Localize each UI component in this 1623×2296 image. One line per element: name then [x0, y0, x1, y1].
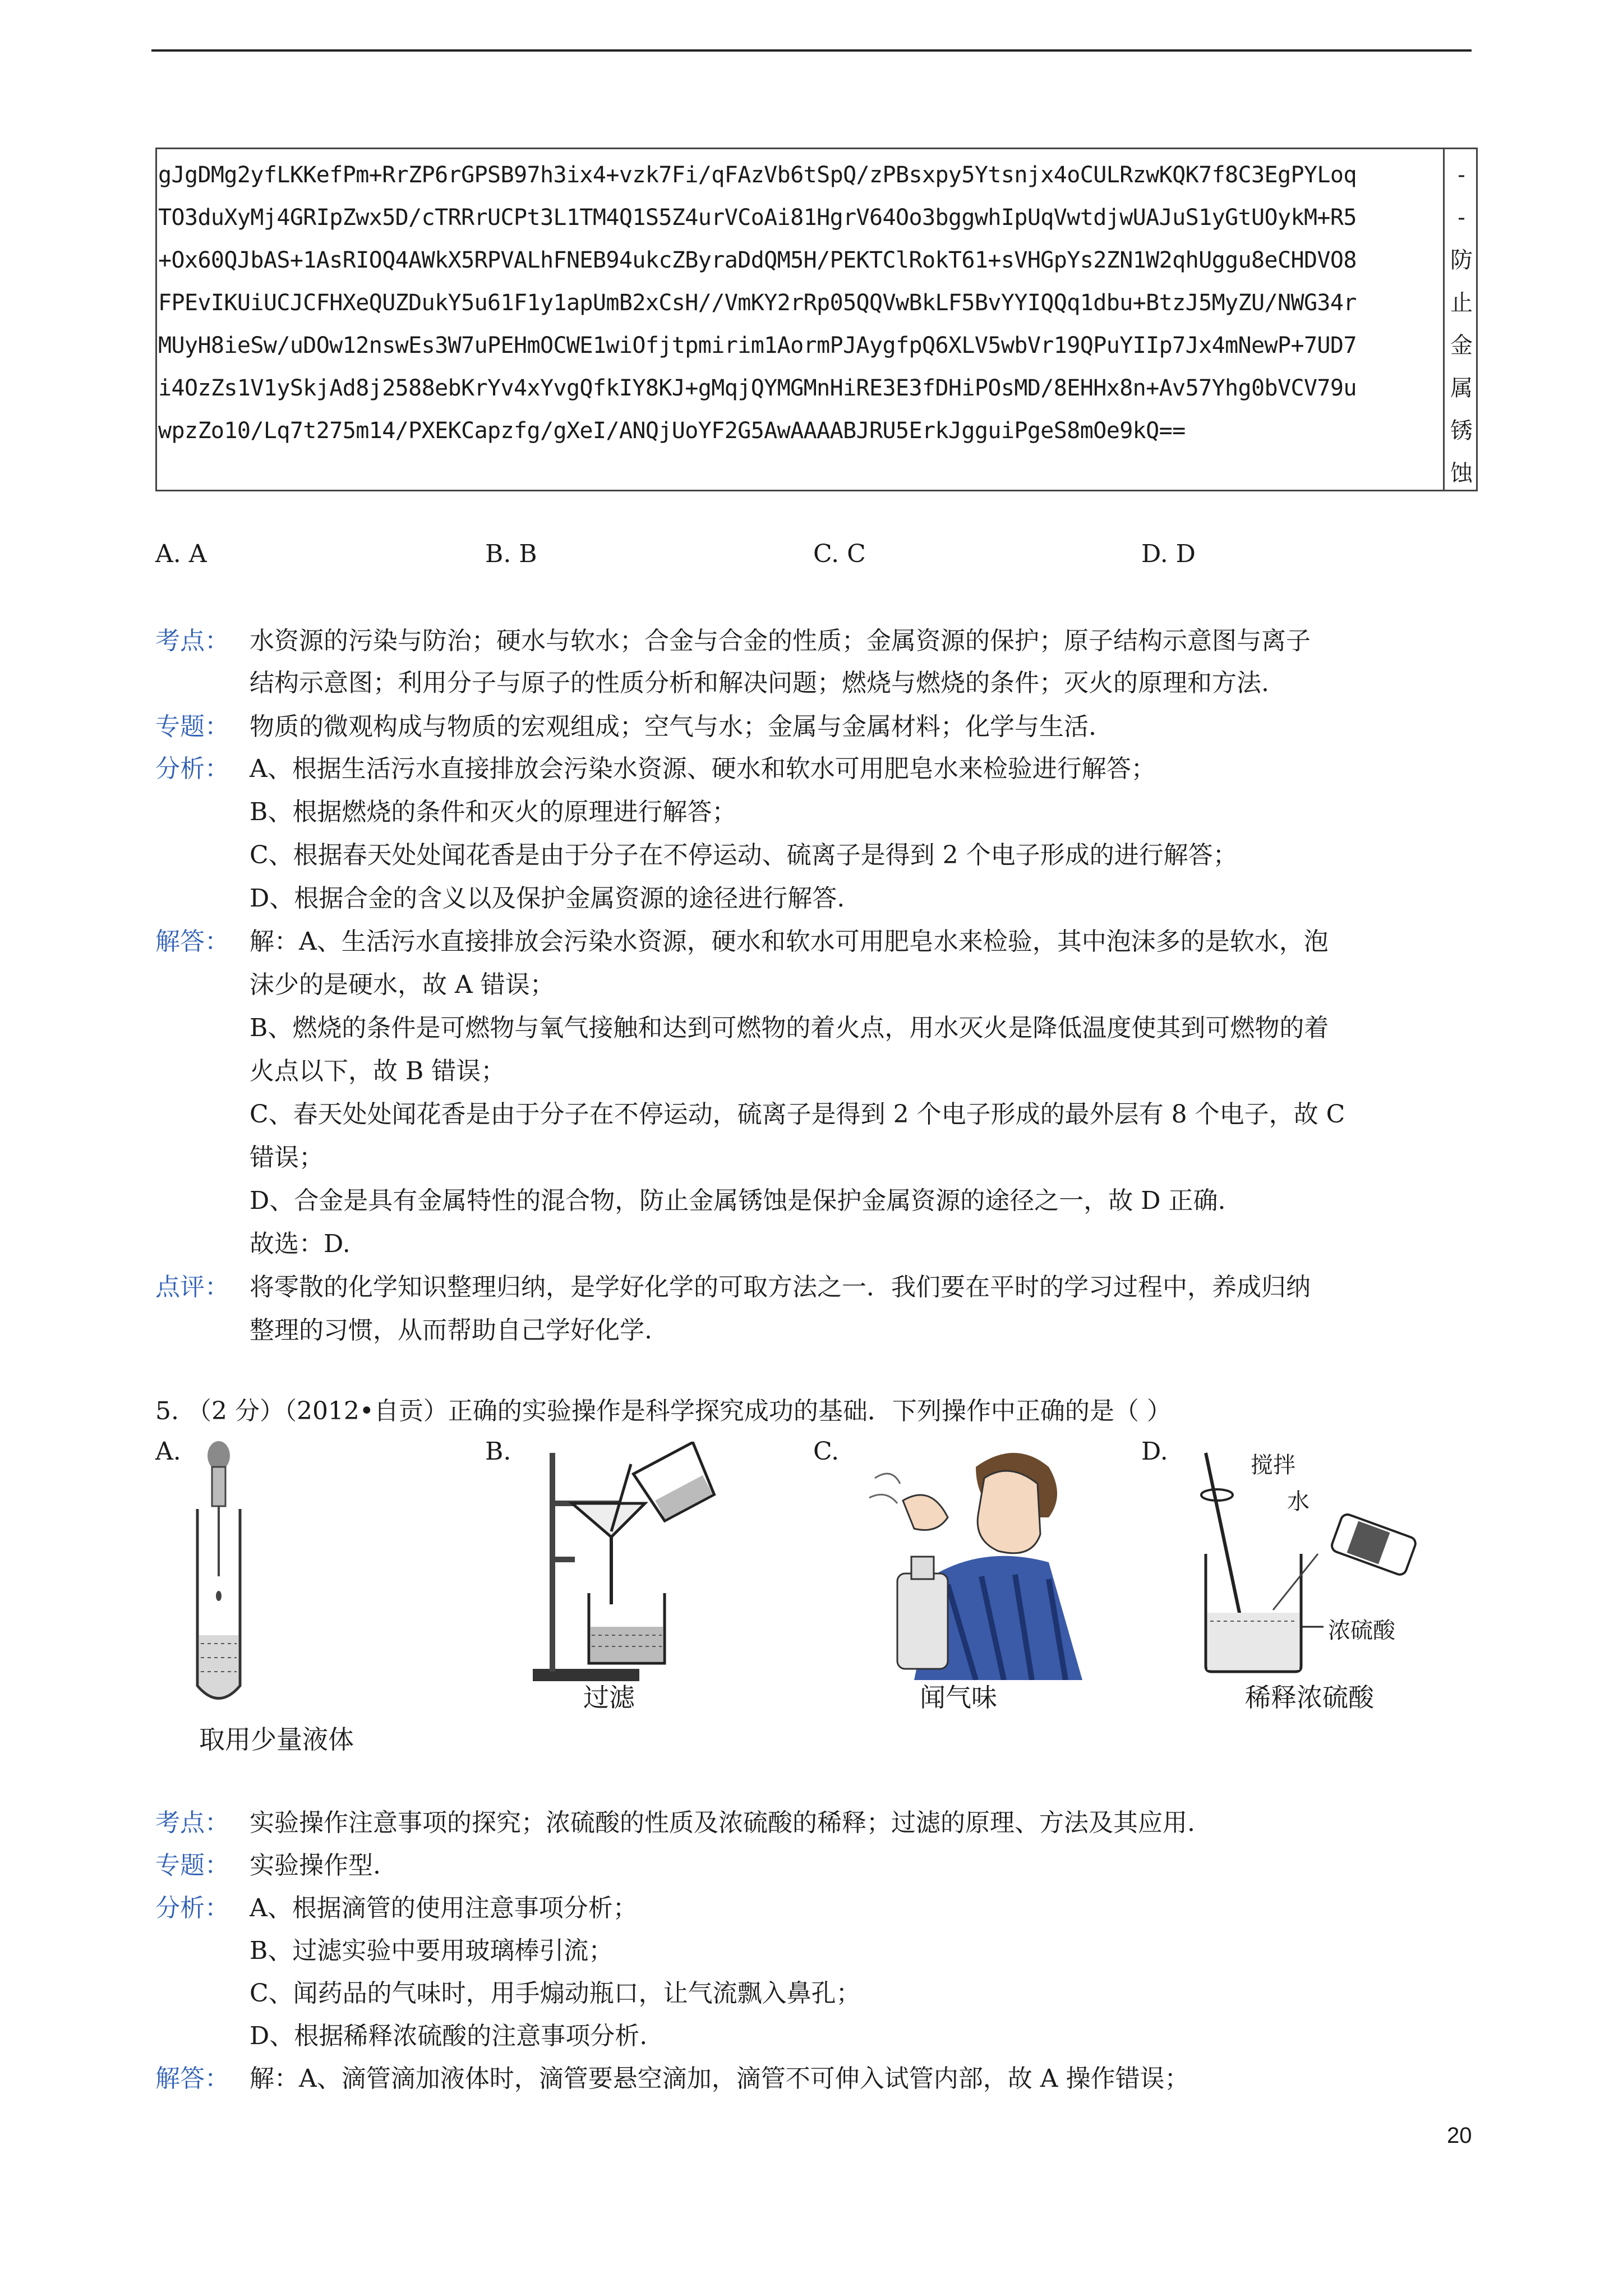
fenxi-text: A、根据滴管的使用注意事项分析；	[250, 1894, 638, 1922]
concentrated-acid-label: 浓硫酸	[1328, 1618, 1395, 1644]
jieda-text: B、燃烧的条件是可燃物与氧气接触和达到可燃物的着火点，用水灭火是降低温度使其到可燃物的着	[250, 1014, 1329, 1042]
caption-b: 过滤	[583, 1682, 635, 1713]
answer-table	[155, 148, 1478, 491]
dropper-test-tube-figure	[185, 1436, 264, 1717]
jieda-text: 沫少的是硬水，故 A 错误；	[250, 970, 555, 999]
dianping-text: 将零散的化学知识整理归纳，是学好化学的可取方法之一．我们要在平时的学习过程中，养成归纳	[250, 1273, 1311, 1301]
jieda-text: 火点以下，故 B 错误；	[250, 1057, 506, 1085]
code-line: gJgDMg2yfLKKefPm+RrZP6rGPSB97h3ix4+vzk7Fi/qFAzVb6tSpQ/zPBsxpy5Ytsnjx4oCULRzwKQK7f8C3EgPYLoq	[158, 162, 1357, 188]
code-line: MUyH8ieSw/uDOw12nswEs3W7uPEHmOCWE1wiOfjtpmirim1AormPJAygfpQ6XLV5wbVr19QPuYIIp7Jx4mNewP+7UD7	[158, 333, 1357, 358]
filtration-setup-figure	[527, 1442, 729, 1688]
side-char: -	[1458, 162, 1465, 188]
code-line: +Ox60QJbAS+1AsRIOQ4AWkX5RPVALhFNEB94ukcZByraDdQM5H/PEKTClRokT61+sVHGpYs2ZN1W2qhUggu8eCHDVO8	[158, 247, 1357, 273]
jieda-text: D、合金是具有金属特性的混合物，防止金属锈蚀是保护金属资源的途径之一，故 D 正确.	[250, 1186, 1226, 1215]
fenxi-text: D、根据稀释浓硫酸的注意事项分析.	[250, 2022, 648, 2050]
q5-option-a-letter: A.	[155, 1437, 181, 1466]
table-cell-side-text	[1446, 154, 1477, 495]
zhuanti-text: 物质的微观构成与物质的宏观组成；空气与水；金属与金属材料；化学与生活.	[250, 712, 1096, 741]
side-char: 属	[1450, 375, 1473, 401]
caption-a: 取用少量液体	[199, 1724, 354, 1755]
side-char: 金	[1450, 333, 1473, 358]
q5-option-d-letter: D.	[1141, 1437, 1168, 1466]
option-b: B. B	[485, 540, 537, 568]
q5-option-b-letter: B.	[485, 1437, 511, 1466]
code-line: FPEvIKUiUCJCFHXeQUZDukY5u61F1y1apUmB2xCsH//VmKY2rRp05QQVwBkLF5BvYYIQQq1dbu+BtzJ5MyZU/NWG34r	[158, 290, 1357, 316]
zhuanti-text: 实验操作型.	[250, 1851, 381, 1880]
code-line: wpzZo10/Lq7t275m14/PXEKCapzfg/gXeI/ANQjUoYF2G5AwAAAABJRU5ErkJgguiPgeS8mOe9kQ==	[158, 418, 1186, 444]
side-char: 防	[1450, 247, 1473, 273]
jieda-text: 故选：D.	[250, 1230, 351, 1258]
option-a: A. A	[155, 540, 207, 568]
fenxi-text: D、根据合金的含义以及保护金属资源的途径进行解答.	[250, 884, 845, 913]
kaodian-text: 结构示意图；利用分子与原子的性质分析和解决问题；燃烧与燃烧的条件；灭火的原理和方法.	[250, 669, 1269, 697]
jieda-text: 解：A、生活污水直接排放会污染水资源，硬水和软水可用肥皂水来检验，其中泡沫多的是软水，泡	[250, 927, 1329, 956]
smelling-figure	[864, 1444, 1110, 1680]
q5-option-c-letter: C.	[813, 1437, 840, 1466]
fenxi-text: C、根据春天处处闻花香是由于分子在不停运动、硫离子是得到 2 个电子形成的进行解答；	[250, 841, 1238, 869]
fenxi-text: B、过滤实验中要用玻璃棒引流；	[250, 1936, 614, 1965]
option-d: D. D	[1141, 540, 1196, 568]
fenxi-text: B、根据燃烧的条件和灭火的原理进行解答；	[250, 798, 737, 826]
kaodian-text: 实验操作注意事项的探究；浓硫酸的性质及浓硫酸的稀释；过滤的原理、方法及其应用.	[250, 1809, 1195, 1837]
jieda-label: 解答：	[155, 927, 229, 956]
fenxi-text: A、根据生活污水直接排放会污染水资源、硬水和软水可用肥皂水来检验进行解答；	[250, 754, 1156, 783]
table-cell-code	[157, 149, 1445, 490]
kaodian-label: 考点：	[155, 1809, 229, 1837]
side-char: 蚀	[1450, 461, 1473, 486]
dianping-label: 点评：	[155, 1273, 229, 1301]
jieda-text: 错误；	[250, 1143, 324, 1172]
kaodian-label: 考点：	[155, 627, 229, 655]
fenxi-text: C、闻药品的气味时，用手煽动瓶口，让气流飘入鼻孔；	[250, 1979, 861, 2008]
zhuanti-label: 专题：	[155, 712, 229, 741]
fenxi-label: 分析：	[155, 754, 229, 783]
side-char: 锈	[1450, 418, 1473, 444]
option-c: C. C	[813, 540, 866, 568]
caption-d: 稀释浓硫酸	[1245, 1682, 1374, 1713]
jieda-text: 解：A、滴管滴加液体时，滴管要悬空滴加，滴管不可伸入试管内部，故 A 操作错误；	[250, 2064, 1189, 2093]
fenxi-label: 分析：	[155, 1894, 229, 1922]
stir-label: 搅拌	[1251, 1452, 1295, 1478]
question-5-stem: 5. （2 分）（2012•自贡）正确的实验操作是科学探究成功的基础．下列操作中正确的是（ ）	[155, 1397, 1172, 1425]
kaodian-text: 水资源的污染与防治；硬水与软水；合金与合金的性质；金属资源的保护；原子结构示意图与离子	[250, 627, 1311, 655]
side-char: -	[1458, 205, 1465, 231]
caption-c: 闻气味	[920, 1682, 997, 1713]
dianping-text: 整理的习惯，从而帮助自己学好化学.	[250, 1316, 652, 1345]
page-number: 20	[1447, 2123, 1472, 2148]
jieda-text: C、春天处处闻花香是由于分子在不停运动，硫离子是得到 2 个电子形成的最外层有 8 个电子，故 C	[250, 1100, 1345, 1129]
jieda-label: 解答：	[155, 2064, 229, 2093]
header-rule	[151, 49, 1472, 52]
code-line: TO3duXyMj4GRIpZwx5D/cTRRrUCPt3L1TM4Q1S5Z4urVCoAi81HgrV64Oo3bggwhIpUqVwtdjwUAJuS1yGtUOykM+R5	[158, 205, 1357, 231]
code-line: i4OzZs1V1ySkjAd8j2588ebKrYv4xYvgQfkIY8KJ+gMqjQYMGMnHiRE3E3fDHiPOsMD/8EHHx8n+Av57Yhg0bVCV79u	[158, 375, 1357, 401]
side-char: 止	[1450, 290, 1473, 316]
zhuanti-label: 专题：	[155, 1851, 229, 1880]
water-label: 水	[1287, 1489, 1310, 1515]
